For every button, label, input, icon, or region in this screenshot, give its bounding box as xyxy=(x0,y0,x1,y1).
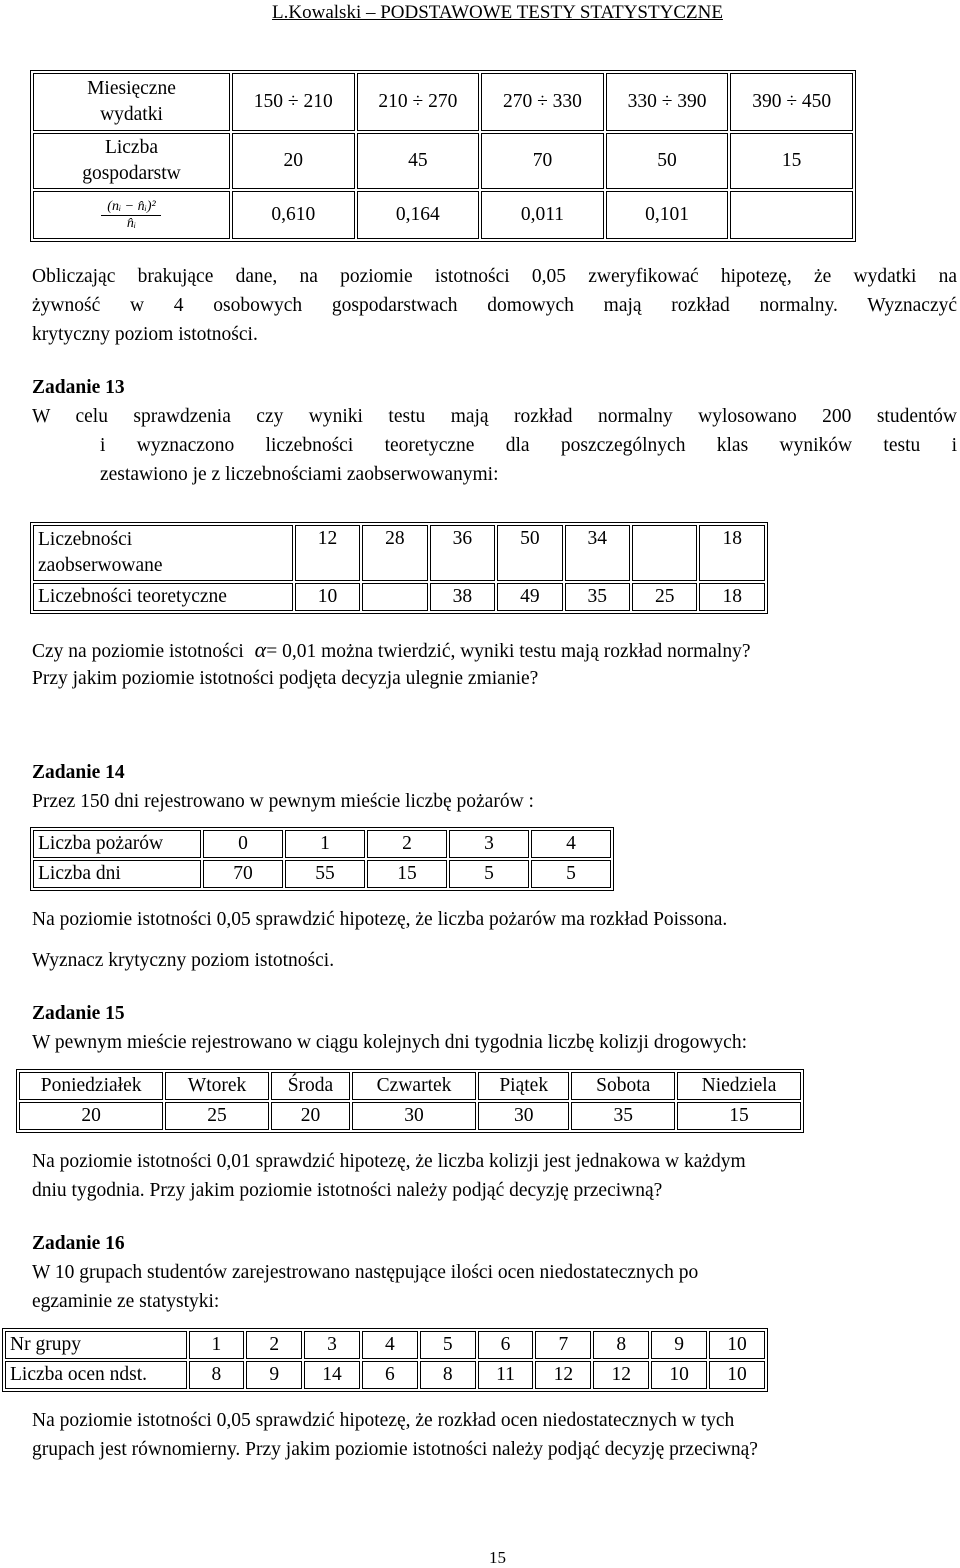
table-row xyxy=(33,525,765,581)
expenses-table xyxy=(30,70,856,242)
table-row xyxy=(33,860,611,888)
table-row xyxy=(5,1361,765,1389)
paragraph-line: W 10 grupach studentów zarejestrowano następujące ilości ocen niedostatecznych po xyxy=(32,1262,699,1283)
table-cell: 6 xyxy=(478,1331,534,1359)
table-cell: 5 xyxy=(531,860,611,888)
table-cell: 20 xyxy=(271,1102,350,1130)
table-cell: 9 xyxy=(651,1331,707,1359)
table-cell: 45 xyxy=(357,133,480,189)
table-row xyxy=(19,1072,801,1100)
table-cell: 0,610 xyxy=(232,191,355,239)
table-cell: 3 xyxy=(304,1331,360,1359)
table-cell: 10 xyxy=(709,1361,765,1389)
paragraph-line: żywność w 4 osobowych gospodarstwach domowych mają rozkład normalny. Wyznaczyć xyxy=(32,295,957,316)
table-cell: 25 xyxy=(165,1102,269,1130)
paragraph-line: krytyczny poziom istotności. xyxy=(32,324,258,345)
table-cell: 12 xyxy=(535,1361,591,1389)
table-cell: 34 xyxy=(565,525,630,581)
table-cell: 2 xyxy=(246,1331,302,1359)
formula-numerator: (nᵢ − n̂ᵢ)² xyxy=(107,198,156,214)
table-cell: 9 xyxy=(246,1361,302,1389)
table-cell: 330 ÷ 390 xyxy=(606,73,729,131)
table-cell: 25 xyxy=(632,583,697,611)
label-line: zaobserwowane xyxy=(38,555,163,576)
table-cell: 8 xyxy=(593,1331,649,1359)
table-cell: 7 xyxy=(535,1331,591,1359)
table-cell: 55 xyxy=(285,860,365,888)
table-cell: 18 xyxy=(699,525,765,581)
table-cell: 50 xyxy=(497,525,562,581)
row-label-households xyxy=(33,133,230,189)
label-line: Liczba xyxy=(104,137,158,158)
row-label-theoretical: Liczebności teoretyczne xyxy=(33,583,293,611)
table-cell: 2 xyxy=(367,830,447,858)
table-cell: 4 xyxy=(362,1331,418,1359)
table-cell: 1 xyxy=(189,1331,245,1359)
question-line: Wyznacz krytyczny poziom istotności. xyxy=(32,950,335,971)
table-cell: 20 xyxy=(232,133,355,189)
table-cell: 5 xyxy=(420,1331,476,1359)
paragraph-line: Obliczając brakujące dane, na poziomie istotności 0,05 zweryfikować hipotezę, że wydatki na xyxy=(32,266,957,287)
collisions-table xyxy=(16,1069,804,1133)
table-cell xyxy=(730,191,853,239)
question-line: dniu tygodnia. Przy jakim poziomie istotności należy podjąć decyzję przeciwną? xyxy=(32,1180,663,1201)
question-line xyxy=(32,638,750,664)
row-label-fires: Liczba pożarów xyxy=(33,830,201,858)
table-cell: 8 xyxy=(189,1361,245,1389)
table-cell: 36 xyxy=(430,525,495,581)
table-cell: 35 xyxy=(565,583,630,611)
question-line: Na poziomie istotności 0,01 sprawdzić hipotezę, że liczba kolizji jest jednakowa w każdym xyxy=(32,1151,746,1172)
table-cell: 35 xyxy=(571,1102,675,1130)
table-cell: 0,164 xyxy=(357,191,480,239)
paragraph-line: zestawiono je z liczebnościami zaobserwowanymi: xyxy=(100,464,499,485)
table-cell: 70 xyxy=(203,860,283,888)
day-header: Sobota xyxy=(571,1072,675,1100)
table-cell: 18 xyxy=(699,583,765,611)
table-cell: 70 xyxy=(481,133,604,189)
table-cell: 10 xyxy=(295,583,360,611)
row-label-observed xyxy=(33,525,293,581)
paragraph-line: Przez 150 dni rejestrowano w pewnym mieście liczbę pożarów : xyxy=(32,791,534,812)
table-cell: 49 xyxy=(497,583,562,611)
row-label-group: Nr grupy xyxy=(5,1331,187,1359)
row-label-days: Liczba dni xyxy=(33,860,201,888)
page-header: L.Kowalski – PODSTAWOWE TESTY STATYSTYCZNE xyxy=(272,2,723,23)
table-row xyxy=(19,1102,801,1130)
table-row xyxy=(33,191,853,239)
table-cell: 50 xyxy=(606,133,729,189)
table-cell: 5 xyxy=(449,860,529,888)
table-cell: 11 xyxy=(478,1361,534,1389)
table-cell: 1 xyxy=(285,830,365,858)
paragraph-line: i wyznaczono liczebności teoretyczne dla poszczególnych klas wyników testu i xyxy=(100,435,957,456)
day-header: Czwartek xyxy=(352,1072,476,1100)
day-header: Niedziela xyxy=(677,1072,801,1100)
alpha-symbol: α xyxy=(254,637,267,662)
table-cell: 0,011 xyxy=(481,191,604,239)
page-number: 15 xyxy=(489,1548,506,1567)
table-cell: 20 xyxy=(19,1102,163,1130)
label-line: Liczebności xyxy=(38,529,133,550)
table-cell: 10 xyxy=(709,1331,765,1359)
row-label-formula xyxy=(33,191,230,239)
day-header: Środa xyxy=(271,1072,350,1100)
table-cell: 12 xyxy=(593,1361,649,1389)
paragraph-line: egzaminie ze statystyki: xyxy=(32,1291,220,1312)
table-row xyxy=(33,830,611,858)
day-header: Poniedziałek xyxy=(19,1072,163,1100)
table-cell: 0,101 xyxy=(606,191,729,239)
table-cell xyxy=(362,583,427,611)
task-title: Zadanie 16 xyxy=(32,1233,125,1254)
day-header: Piątek xyxy=(478,1072,569,1100)
row-label-grades: Liczba ocen ndst. xyxy=(5,1361,187,1389)
table-cell: 4 xyxy=(531,830,611,858)
table-row xyxy=(33,73,853,131)
table-cell: 38 xyxy=(430,583,495,611)
question-line: Na poziomie istotności 0,05 sprawdzić hipotezę, że liczba pożarów ma rozkład Poissona. xyxy=(32,909,728,930)
table-cell: 390 ÷ 450 xyxy=(730,73,853,131)
table-cell: 30 xyxy=(478,1102,569,1130)
fires-table xyxy=(30,827,614,891)
table-cell: 15 xyxy=(367,860,447,888)
table-cell: 6 xyxy=(362,1361,418,1389)
table-row xyxy=(5,1331,765,1359)
table-cell: 14 xyxy=(304,1361,360,1389)
task-title: Zadanie 15 xyxy=(32,1003,125,1024)
table-cell: 270 ÷ 330 xyxy=(481,73,604,131)
question-suffix: = 0,01 można twierdzić, wyniki testu mają rozkład normalny? xyxy=(266,641,751,662)
label-line: Miesięczne xyxy=(87,78,176,99)
table-cell: 210 ÷ 270 xyxy=(357,73,480,131)
label-line: gospodarstw xyxy=(82,163,181,184)
table-row xyxy=(33,583,765,611)
test-frequencies-table xyxy=(30,522,768,614)
table-cell: 12 xyxy=(295,525,360,581)
day-header: Wtorek xyxy=(165,1072,269,1100)
table-cell: 3 xyxy=(449,830,529,858)
table-cell: 30 xyxy=(352,1102,476,1130)
row-label-expenses xyxy=(33,73,230,131)
task-title: Zadanie 13 xyxy=(32,377,125,398)
table-cell: 8 xyxy=(420,1361,476,1389)
table-cell xyxy=(632,525,697,581)
task-title: Zadanie 14 xyxy=(32,762,125,783)
table-cell: 28 xyxy=(362,525,427,581)
table-cell: 15 xyxy=(677,1102,801,1130)
table-cell: 15 xyxy=(730,133,853,189)
question-line: grupach jest równomierny. Przy jakim poziomie istotności należy podjąć decyzję przeciwną? xyxy=(32,1439,758,1460)
formula-denominator: n̂ᵢ xyxy=(101,215,161,232)
table-row xyxy=(33,133,853,189)
question-prefix: Czy na poziomie istotności xyxy=(32,641,244,662)
table-cell: 0 xyxy=(203,830,283,858)
question-line: Na poziomie istotności 0,05 sprawdzić hipotezę, że rozkład ocen niedostatecznych w tych xyxy=(32,1410,735,1431)
paragraph-line: W pewnym mieście rejestrowano w ciągu kolejnych dni tygodnia liczbę kolizji drogowych: xyxy=(32,1032,747,1053)
label-line: wydatki xyxy=(100,104,163,125)
table-cell: 150 ÷ 210 xyxy=(232,73,355,131)
table-cell: 10 xyxy=(651,1361,707,1389)
paragraph-line: W celu sprawdzenia czy wyniki testu mają rozkład normalny wylosowano 200 studentów xyxy=(32,406,957,427)
grades-table xyxy=(2,1328,768,1392)
question-line: Przy jakim poziomie istotności podjęta decyzja ulegnie zmianie? xyxy=(32,668,539,689)
